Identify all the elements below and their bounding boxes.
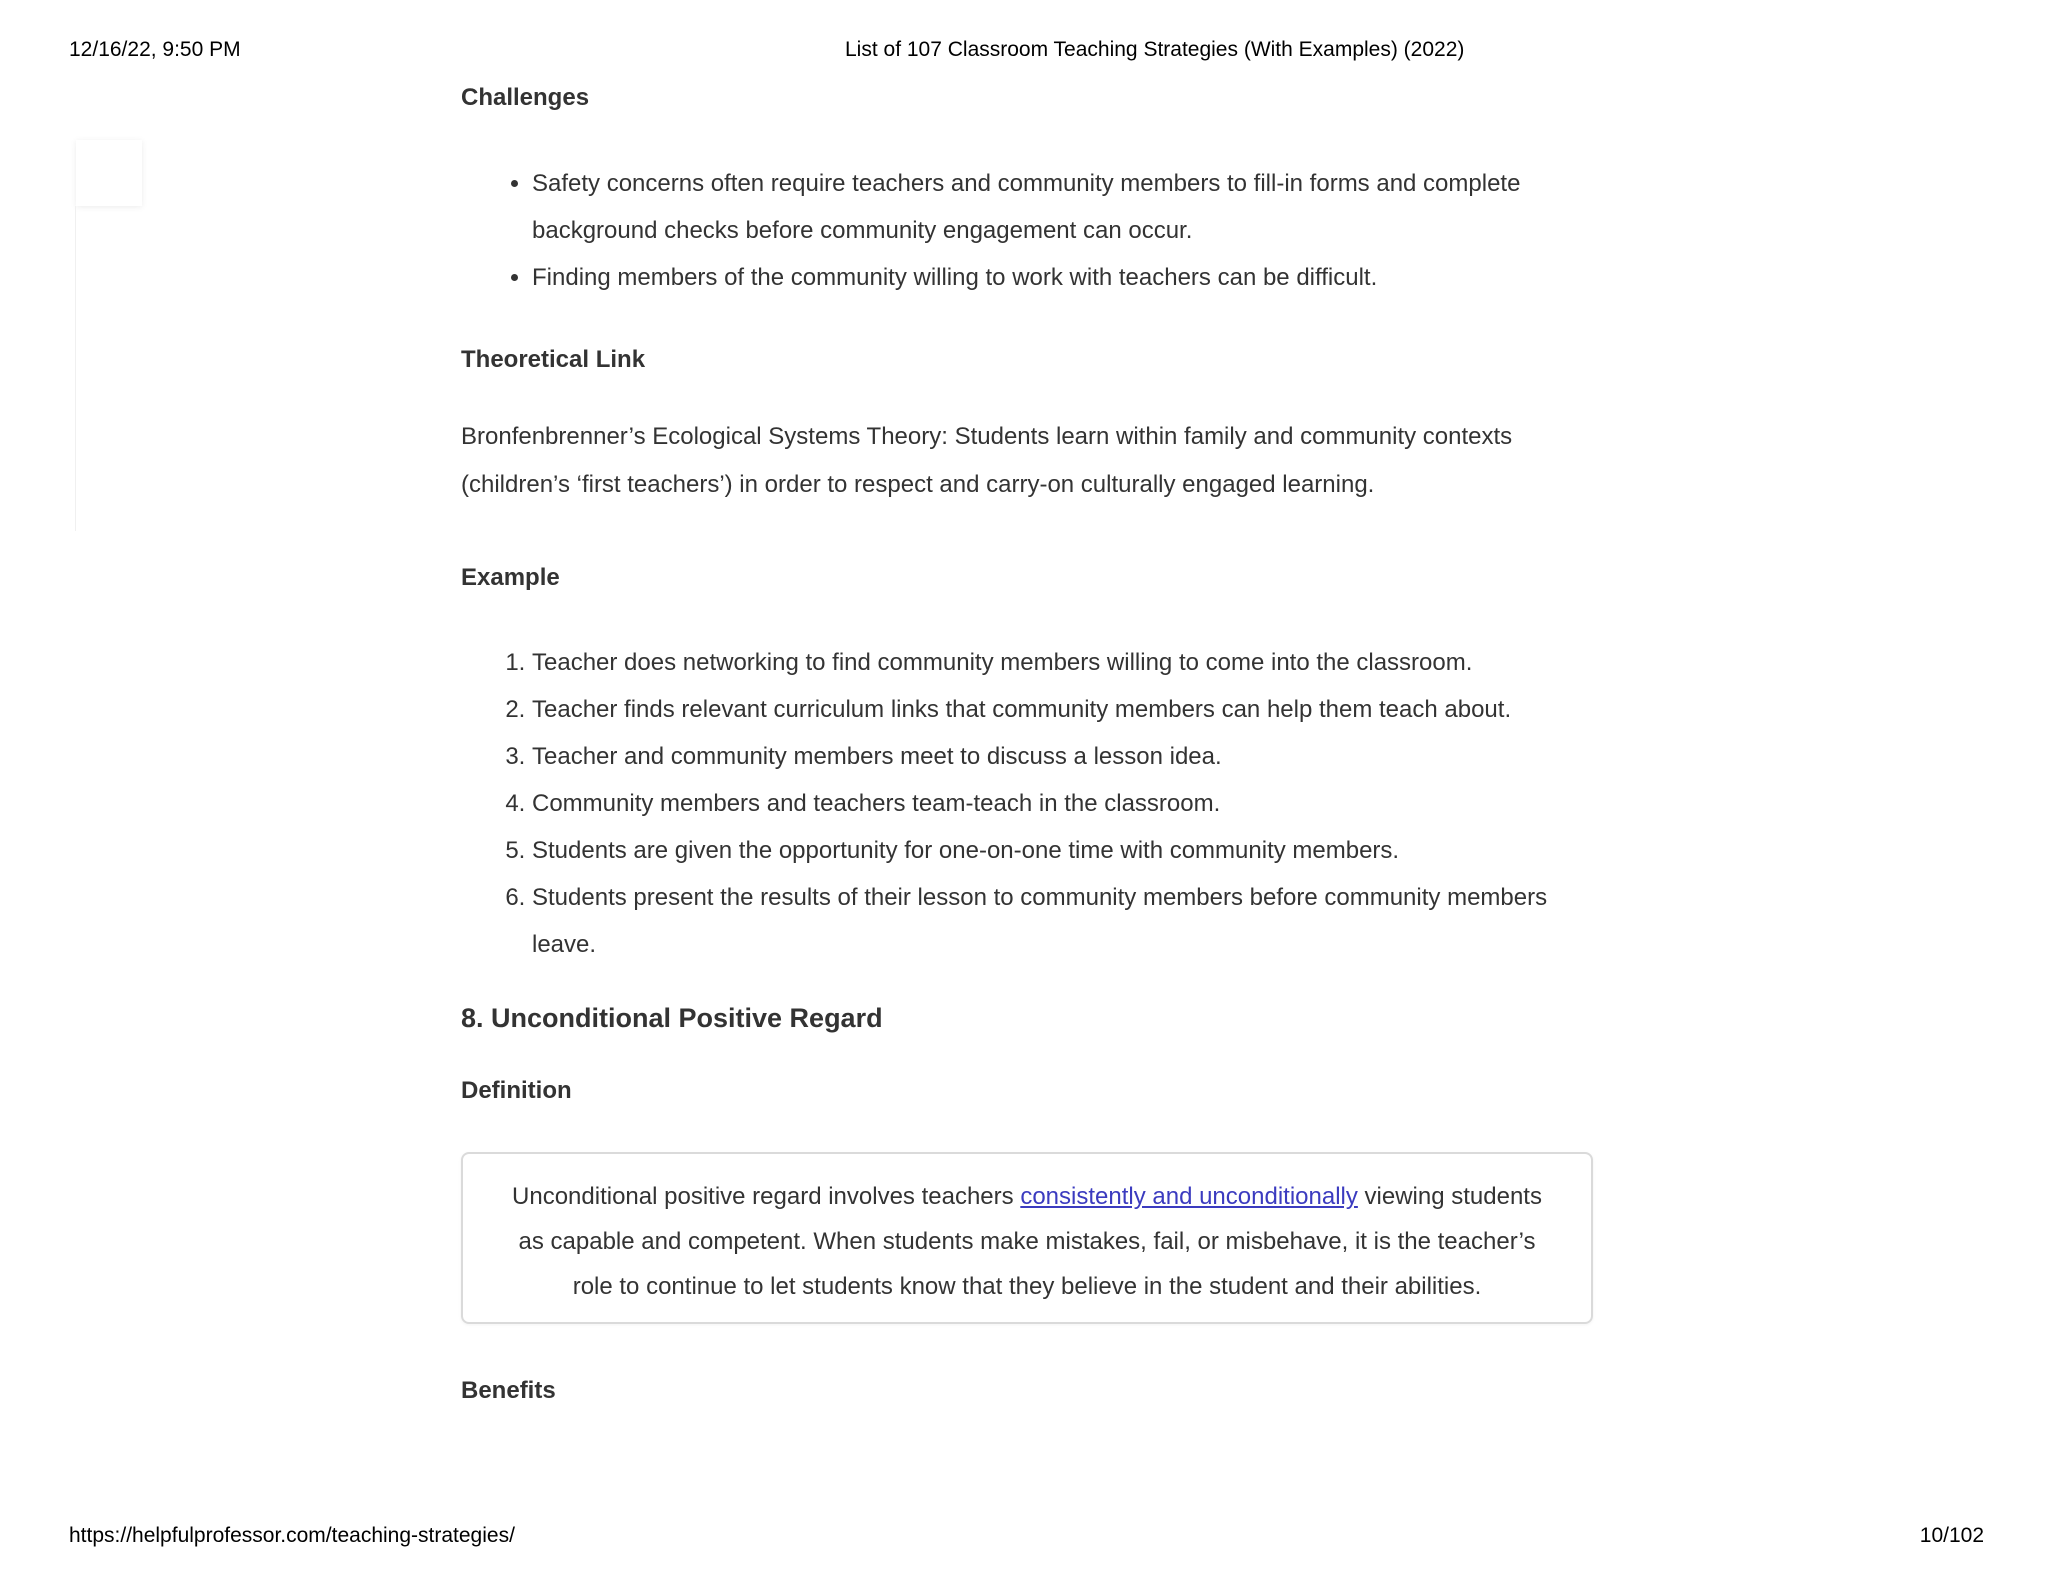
- theoretical-link-heading: Theoretical Link: [461, 346, 646, 373]
- challenges-heading: Challenges: [461, 84, 590, 111]
- list-item: 2. Teacher finds relevant curriculum links that community members can help them teach about.: [532, 686, 1597, 733]
- definition-text-end: viewing students as capable and competent. When students make mistakes, fail, or misbehave, it is the teacher’s role to continue to let students know that they believe in the student and their abilities.: [518, 1183, 1542, 1300]
- print-page-title: List of 107 Classroom Teaching Strategies (With Examples) (2022): [845, 38, 1465, 61]
- definition-link[interactable]: consistently and unconditionally: [1020, 1183, 1358, 1210]
- benefits-heading: Benefits: [461, 1377, 556, 1404]
- print-date: 12/16/22, 9:50 PM: [69, 38, 241, 61]
- definition-box: [461, 1152, 1593, 1324]
- list-item: 1. Teacher does networking to find community members willing to come into the classroom.: [532, 639, 1597, 686]
- sidebar-divider: [75, 206, 76, 531]
- example-steps-list: [461, 639, 1597, 968]
- sidebar-widget: [76, 140, 142, 206]
- definition-heading: Definition: [461, 1077, 572, 1104]
- list-item: 5. Students are given the opportunity for one-on-one time with community members.: [532, 827, 1597, 874]
- list-item: 6. Students present the results of their lesson to community members before community members leave.: [532, 874, 1597, 968]
- list-item: • Safety concerns often require teachers and community members to fill-in forms and complete background checks before community engagement can occur.: [532, 160, 1597, 254]
- theoretical-link-text: Bronfenbrenner’s Ecological Systems Theory: Students learn within family and community contexts (children’s ‘first teachers’) in order to respect and carry-on culturally engaged learning.: [461, 423, 1513, 498]
- list-item: • Finding members of the community willing to work with teachers can be difficult.: [532, 254, 1597, 301]
- list-item: 3. Teacher and community members meet to discuss a lesson idea.: [532, 733, 1597, 780]
- section-8-title: 8. Unconditional Positive Regard: [461, 1003, 883, 1033]
- example-heading: Example: [461, 564, 560, 591]
- definition-text-start: Unconditional positive regard involves teachers: [512, 1183, 1021, 1210]
- print-page-number: 10/102: [1919, 1524, 1984, 1547]
- print-url: https://helpfulprofessor.com/teaching-strategies/: [69, 1524, 515, 1547]
- challenges-list: [461, 160, 1597, 301]
- list-item: 4. Community members and teachers team-teach in the classroom.: [532, 780, 1597, 827]
